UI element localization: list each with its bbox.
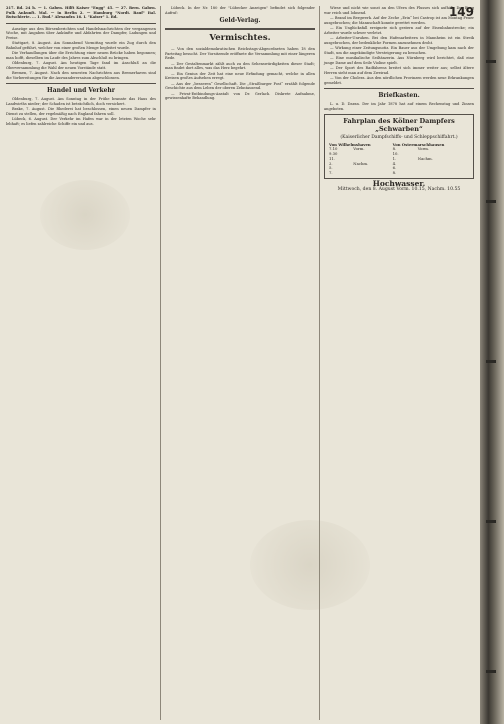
left-top-text: 217. Bd. 24 h. — 1. Gaben. Hilft Kaiser "Engg" 45. — 27. Bern. Gaben. Pulk Ankunft. Mal. — in Berlin 2. — Hamburg "Nordt. Bauf" Ital. Rutschierte. ... 1. Rud." Alexandra 16. I. "Kaiser" 1. Bd. xyxy=(6,6,156,19)
schedule-time: 6. xyxy=(392,165,397,171)
section-heading: Handel und Verkehr xyxy=(47,87,115,94)
article-paragraph: Oldenburg, 7. August. Am Sonntag in der Frühe brannte das Haus des Landwirths nieder; der Schaden ist beträchtlich, doch versichert. xyxy=(6,97,156,106)
paper-stain xyxy=(250,520,370,610)
schedule-period xyxy=(352,171,391,176)
binding-band xyxy=(486,360,496,363)
schedule-header-right: Von Ostermarschhausen xyxy=(392,141,445,147)
schedule-period: Vorm. xyxy=(417,146,430,152)
ferry-schedule-ad xyxy=(324,114,474,179)
article-paragraph: — Von der Cholera. Aus den nördlichen Provinzen werden neue Erkrankungen gemeldet. xyxy=(324,76,474,85)
article-paragraph: Bremen, 7. August. Nach den neuesten Nachrichten aus Bremerhaven sind die Vorbereitungen für die Auswanderersaison abgeschlossen. xyxy=(6,71,156,80)
binding-band xyxy=(486,520,496,523)
schedule-time: 7. xyxy=(329,170,333,176)
divider xyxy=(6,83,156,84)
article-paragraph: Oldenburg, 7. August. Am heutigen Tage fand im Anschluß an die Oberversammlung die Wahl der neuen Vorstände statt. xyxy=(6,61,156,70)
book-binding-edge xyxy=(480,0,504,724)
binding-band xyxy=(486,60,496,63)
article-paragraph: — Brand im Bergwerk. Auf der Zeche „Erin“ bei Castrop ist am Montag Feuer ausgebrochen; die Mannschaft konnte gerettet werden. xyxy=(324,16,474,25)
article-paragraph: — Der Gestaltenmarkt zählt auch zu den Sehenswürdigkeiten dieser Stadt; man findet dort alles, was das Herz begehrt. xyxy=(165,61,315,70)
paper-stain xyxy=(40,180,130,250)
schedule-table xyxy=(328,143,470,177)
schedule-time: 1. xyxy=(392,155,397,161)
schedule-period: Nachm. xyxy=(417,155,433,161)
binding-band xyxy=(486,200,496,203)
schedule-time: 10. xyxy=(392,151,399,157)
letters-text: L. u. D. Daran. Der im Jahr 1878 hat auf einem Rechenstag und Zinsen angeboten. xyxy=(324,102,474,111)
schedule-period: Vorm. xyxy=(353,146,365,152)
article-paragraph: Stattgart, 8. August. Am Sonnabend Vormittag wurde ein Zug durch den Bahnhof geführt, welcher von einer großen Menge begleitet wurde. xyxy=(6,41,156,50)
article-paragraph: — Der Sport des Radfahrens breitet sich immer weiter aus; selbst ältere Herren sieht man auf dem Zweirad. xyxy=(324,66,474,75)
article-paragraph: Auszüge aus den Börsenberichten und Handelsnachrichten der vergangenen Woche, mit Angaben über Ankünfte und Abfahrten der Dampfer, Ladungen und Preise. xyxy=(6,26,156,40)
divider xyxy=(165,28,315,30)
article-paragraph: — Eine musikalische Seiltänzerin. Aus Nürnberg wird berichtet, daß eine junge Dame auf dem Seile Violine spielt. xyxy=(324,56,474,65)
schedule-time: 8. xyxy=(392,146,397,152)
ad-title: Fahrplan des Kölner Dampfers „Schwarben“ xyxy=(343,117,455,133)
schedule-period xyxy=(417,171,470,176)
article-paragraph: Lübeck, 6. August. Der Verkehr im Hafen war in der letzten Woche sehr lebhaft; es liefen zahlreiche Schiffe ein und aus. xyxy=(6,117,156,126)
middle-column xyxy=(160,6,315,720)
left-column xyxy=(6,6,156,720)
article-paragraph: Die Verhandlungen über die Errichtung einer neuen Brücke haben begonnen; man hofft, dieselben im Laufe des Jahres zum Abschluß zu bringen. xyxy=(6,51,156,60)
schedule-time: 7.10 xyxy=(329,146,338,152)
schedule-header-left: Von Wilhelmshaven xyxy=(329,141,371,147)
section-heading-vermischtes: Vermischtes. xyxy=(209,33,271,43)
schedule-time: 4. xyxy=(392,160,397,166)
article-paragraph: — Aus der „besseren“ Gesellschaft. Die „Straßburger Post“ erzählt folgende Geschichte aus dem Leben der oberen Zehntausend. xyxy=(165,81,315,90)
subheading: Geld-Verlag. xyxy=(219,17,261,24)
binding-band xyxy=(486,670,496,673)
middle-intro: Lübeck. In der Nr. 180 der "Lübecker Anzeigen" befindet sich folgender Aufruf: xyxy=(165,6,315,15)
schedule-row xyxy=(328,171,470,176)
article-paragraph: Brake, 7. August. Die Rhederei hat beschlossen, einen neuen Dampfer in Dienst zu stellen, der regelmäßig nach England fahren soll. xyxy=(6,107,156,116)
schedule-time: 2. xyxy=(329,160,333,166)
article-paragraph: — Privat-Entbindungs-Anstalt von Dr. Gerlach. Diskrete Aufnahme, gewissenhafte Behandlung. xyxy=(165,91,315,100)
article-paragraph: — Von den sozialdemokratischen Reichstags-Abgeordneten haben 18 den Parteitag besucht. Der Vorsitzende eröffnete die Versammlung mit einer längeren Rede. xyxy=(165,47,315,60)
article-paragraph: — Arbeiter-Unruhen. Bei den Hafenarbeitern in Mannheim ist ein Streik ausgebrochen, der bedenkliche Formen anzunehmen droht. xyxy=(324,36,474,45)
divider xyxy=(324,88,474,89)
article-paragraph: — Ein Unglücksfall ereignete sich gestern auf der Eisenbahnstrecke; ein Arbeiter wurde schwer verletzt. xyxy=(324,26,474,35)
schedule-time: 8. xyxy=(392,170,397,176)
ad-subtitle: (Kaiserlicher Dampfschiffs- und Schleppschiffahrt.) xyxy=(340,135,458,140)
high-water-times: Mittwoch, den 8. August Vorm. 10.15, Nachm. 10.55 xyxy=(337,186,461,192)
page-columns xyxy=(6,6,474,720)
letters-heading: Briefkasten. xyxy=(378,92,420,99)
article-paragraph: — Ein Genius der Zeit hat eine neue Erfindung gemacht, welche in allen Kreisen großes Aufsehen erregt. xyxy=(165,71,315,80)
schedule-time: 9.30 xyxy=(329,151,338,157)
divider xyxy=(6,23,156,24)
schedule-period: Nachm. xyxy=(353,160,369,166)
page-number: 149 xyxy=(448,5,474,19)
article-paragraph: — Wirkung einer Zeitungsnotiz. Ein Bauer aus der Umgebung kam nach der Stadt, um die angekündigte Versteigerung zu besuchen. xyxy=(324,46,474,55)
high-water-heading: Hochwasser. xyxy=(372,179,426,189)
schedule-time: 5. xyxy=(329,165,333,171)
right-column xyxy=(319,6,474,720)
article-paragraph: Wiese und nicht wie sonst an den Ufern des Flusses sich aufhält. Der Fang war reich und lohnend. xyxy=(324,6,474,15)
schedule-time: 11. xyxy=(329,155,336,161)
